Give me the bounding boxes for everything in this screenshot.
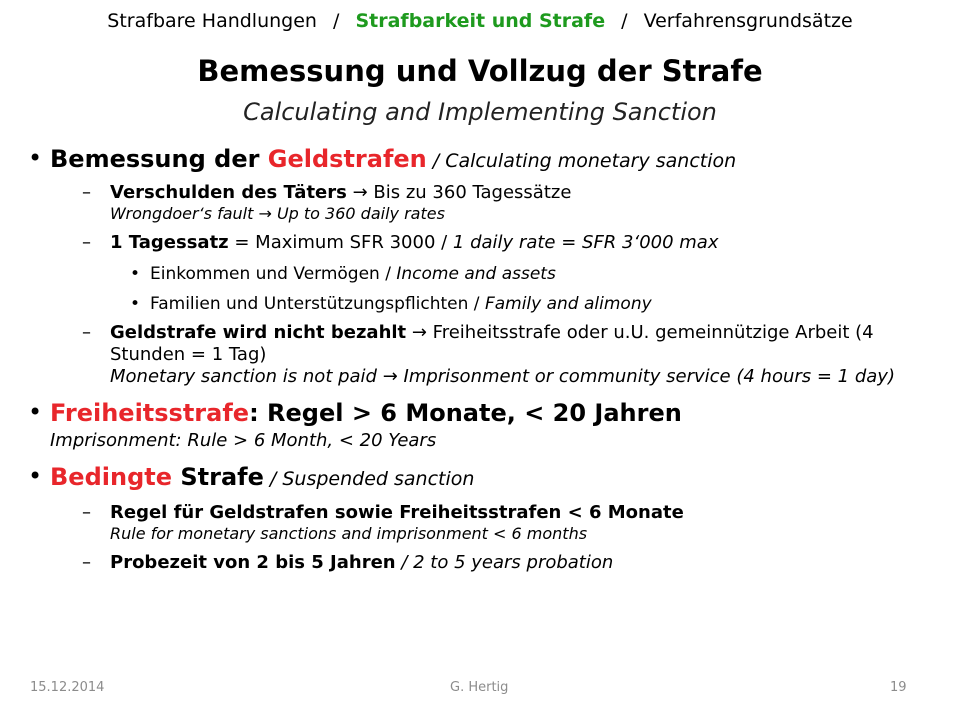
- heading-text: : Regel > 6 Monate, < 20 Jahren: [249, 399, 682, 427]
- sub-bullet-term: Regel für Geldstrafen sowie Freiheitsstrafen < 6 Monate: [110, 502, 684, 523]
- sub-bullet-term: Verschulden des Täters: [110, 182, 347, 203]
- bullet-heading: [50, 142, 948, 178]
- list-item-family: • Familien und Unterstützungspflichten / Family and alimony: [50, 292, 948, 316]
- heading-translation: / Calculating monetary sanction: [426, 150, 737, 172]
- heading-translation: / Suspended sanction: [263, 468, 475, 490]
- heading-highlight: Bedingte: [50, 463, 172, 491]
- sub-bullet-fault: [50, 182, 948, 224]
- list-item-income: • Einkommen und Vermögen / Income and assets: [50, 262, 948, 286]
- sub-bullet-text: → Freiheitsstrafe oder u.U. gemeinnützige Arbeit (4 Stunden = 1 Tag): [110, 322, 874, 365]
- sub-bullet-term: Geldstrafe wird nicht bezahlt: [110, 322, 407, 343]
- bullet-imprisonment: [28, 396, 948, 452]
- breadcrumb: [0, 10, 960, 32]
- heading-text: Bemessung der: [50, 145, 268, 173]
- breadcrumb-item-criminal-acts[interactable]: Strafbare Handlungen: [107, 10, 317, 32]
- slide-title: Bemessung und Vollzug der Strafe: [197, 54, 763, 88]
- sub-bullet-translation: Monetary sanction is not paid → Imprisonment or community service (4 hours = 1 day): [110, 366, 895, 387]
- slide-content: [28, 142, 948, 574]
- sub-bullet-term: Probezeit von 2 bis 5 Jahren: [110, 552, 396, 573]
- sub-bullet-daily-rate: [50, 232, 948, 254]
- bullet-translation: Imprisonment: Rule > 6 Month, < 20 Years: [50, 430, 437, 451]
- sub-bullet-text: → Bis zu 360 Tagessätze: [346, 182, 572, 203]
- bullet-heading: [50, 460, 948, 496]
- breadcrumb-item-punishability[interactable]: Strafbarkeit und Strafe: [355, 10, 606, 32]
- sub-bullet-translation: Rule for monetary sanctions and imprisonment < 6 months: [110, 524, 588, 543]
- footer-page-number: 19: [890, 680, 907, 695]
- heading-highlight: Geldstrafen: [267, 145, 427, 173]
- breadcrumb-item-procedure[interactable]: Verfahrensgrundsätze: [643, 10, 853, 32]
- slide-subtitle: Calculating and Implementing Sanction: [243, 98, 717, 126]
- sub-bullet-translation: / 2 to 5 years probation: [395, 552, 614, 573]
- breadcrumb-separator: /: [333, 10, 340, 32]
- footer-author: G. Hertig: [450, 680, 509, 695]
- sub-bullet-translation: 1 daily rate = SFR 3‘000 max: [452, 232, 719, 253]
- bullet-monetary-sanction: [28, 142, 948, 388]
- bullet-suspended-sanction: [28, 460, 948, 574]
- sub-bullet-probation: [50, 552, 948, 574]
- footer-date: 15.12.2014: [30, 680, 105, 695]
- sub-bullet-translation: Wrongdoer‘s fault → Up to 360 daily rates: [110, 204, 445, 223]
- sub-bullet-term: 1 Tagessatz: [110, 232, 229, 253]
- sub-bullet-text: = Maximum SFR 3000 /: [228, 232, 453, 253]
- bullet-heading: [50, 396, 948, 430]
- sub-bullet-not-paid: [50, 322, 948, 388]
- breadcrumb-separator: /: [621, 10, 628, 32]
- heading-text: Strafe: [172, 463, 264, 491]
- heading-highlight: Freiheitsstrafe: [50, 399, 250, 427]
- sub-bullet-rule: [50, 502, 948, 544]
